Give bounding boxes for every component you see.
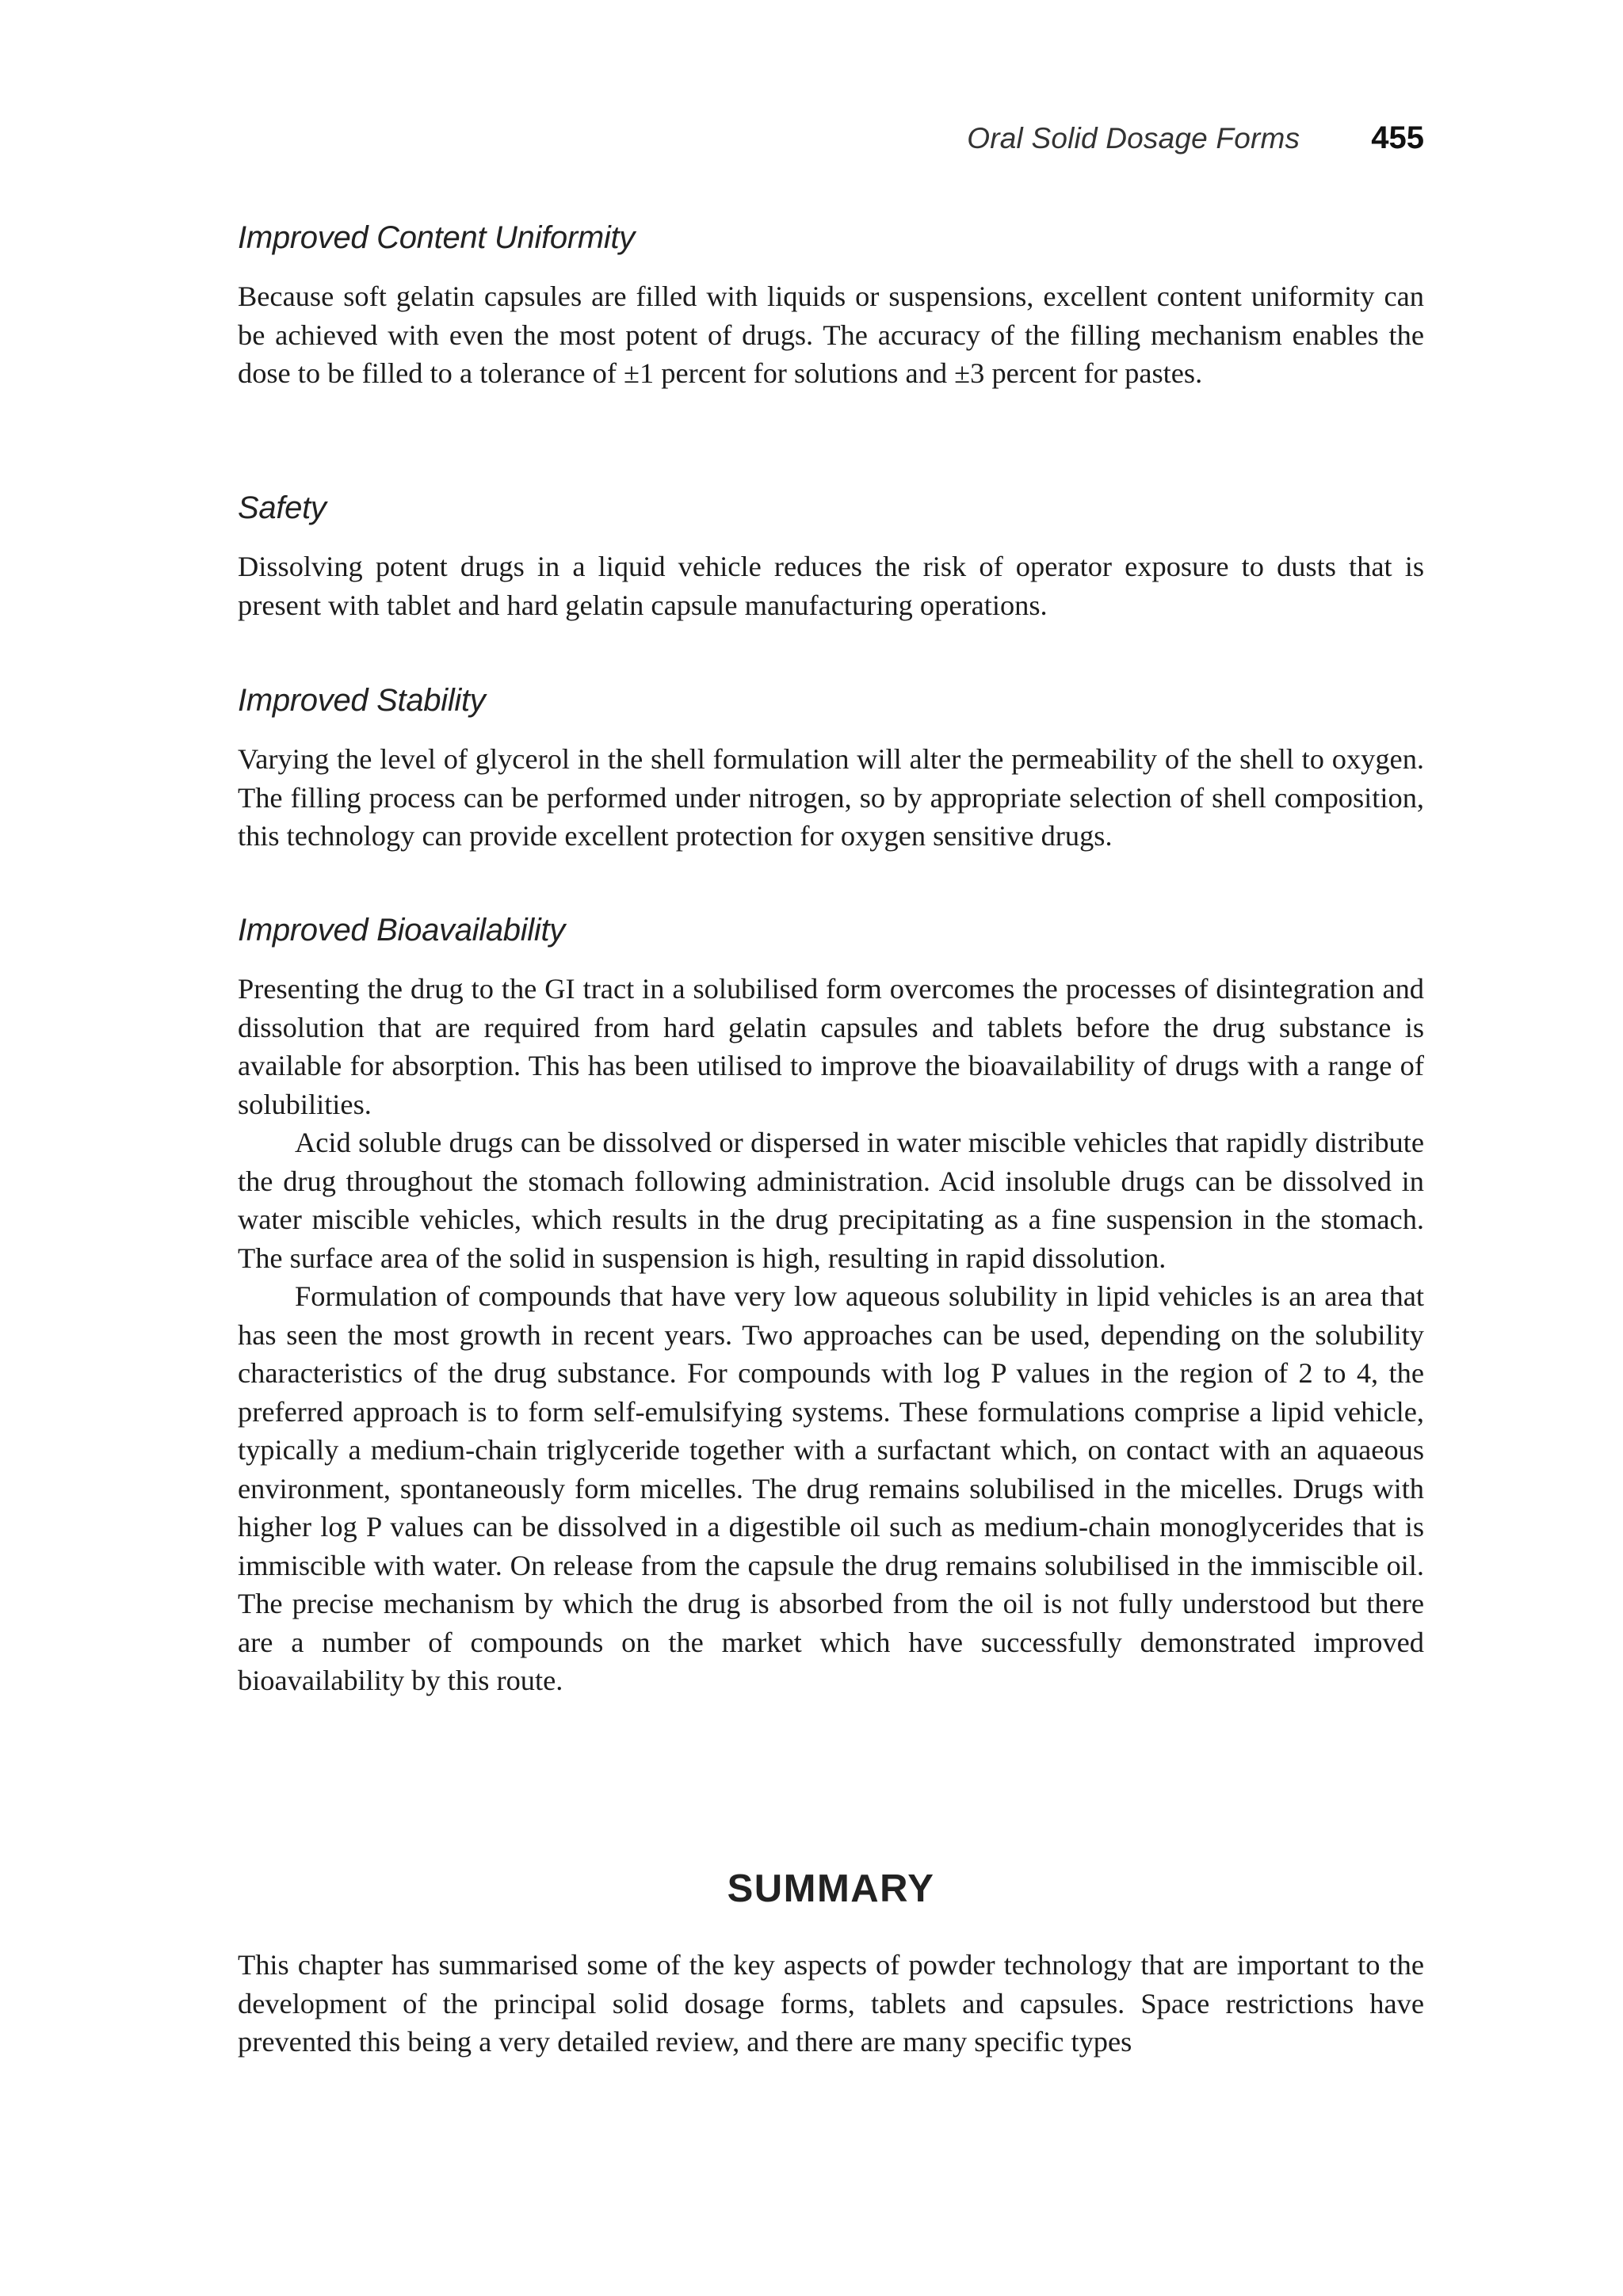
page-number: 455 <box>1371 120 1424 155</box>
section-heading: Improved Bioavailability <box>238 913 565 948</box>
section-heading: Improved Stability <box>238 683 486 718</box>
section-heading: Improved Content Uniformity <box>238 220 635 255</box>
paragraph: Presenting the drug to the GI tract in a solubilised form overcomes the processes of disintegration and dissolution that are required from hard gelatin capsules and tablets before the drug substance is available for absorption. This has been utilised to improve the bioavailability of drugs with a range of solubilities. <box>238 973 1424 1120</box>
section-summary <box>238 1946 1424 2061</box>
paragraph: Because soft gelatin capsules are filled with liquids or suspensions, excellent content uniformity can be achieved with even the most potent of drugs. The accuracy of the filling mechanism enables the dose to be filled to a tolerance of ±1 percent for solutions and ±3 percent for pastes. <box>238 280 1424 389</box>
paragraph: This chapter has summarised some of the key aspects of powder technology that are important to the development of the principal solid dosage forms, tablets and capsules. Space restrictions have prevented this being a very detailed review, and there are many specific types <box>238 1949 1424 2058</box>
section-heading: Safety <box>238 490 327 525</box>
running-title: Oral Solid Dosage Forms <box>967 122 1300 154</box>
paragraph: Dissolving potent drugs in a liquid vehicle reduces the risk of operator exposure to dusts that is present with tablet and hard gelatin capsule manufacturing operations. <box>238 551 1424 621</box>
section-stability <box>238 678 1424 856</box>
section-bioavailability <box>238 908 1424 1700</box>
summary-heading: SUMMARY <box>727 1867 935 1910</box>
running-head <box>238 120 1424 162</box>
section-safety <box>238 486 1424 624</box>
paragraph: Formulation of compounds that have very low aqueous solubility in lipid vehicles is an area that has seen the most growth in recent years. Two approaches can be used, depending on the solubility characteristics of the drug substance. For compounds with log P values in the region of 2 to 4, the preferred approach is to form self-emulsifying systems. These formulations comprise a lipid vehicle, typically a medium-chain triglyceride together with a surfactant which, on contact with an aquaeous environment, spontaneously form micelles. The drug remains solubilised in the micelles. Drugs with higher log P values can be dissolved in a digestible oil such as medium-chain monoglycerides that is immiscible with water. On release from the capsule the drug remains solubilised in the immiscible oil. The precise mechanism by which the drug is absorbed from the oil is not fully understood but there are a number of compounds on the market which have successfully demonstrated improved bioavailability by this route. <box>238 1280 1424 1696</box>
section-content-uniformity <box>238 215 1424 393</box>
paragraph: Varying the level of glycerol in the shell formulation will alter the permeability of the shell to oxygen. The filling process can be performed under nitrogen, so by appropriate selection of shell composition, this technology can provide excellent protection for oxygen sensitive drugs. <box>238 743 1424 852</box>
paragraph: Acid soluble drugs can be dissolved or dispersed in water miscible vehicles that rapidly distribute the drug throughout the stomach following administration. Acid insoluble drugs can be dissolved in water miscible vehicles, which results in the drug precipitating as a fine suspension in the stomach. The surface area of the solid in suspension is high, resulting in rapid dissolution. <box>238 1127 1424 1274</box>
